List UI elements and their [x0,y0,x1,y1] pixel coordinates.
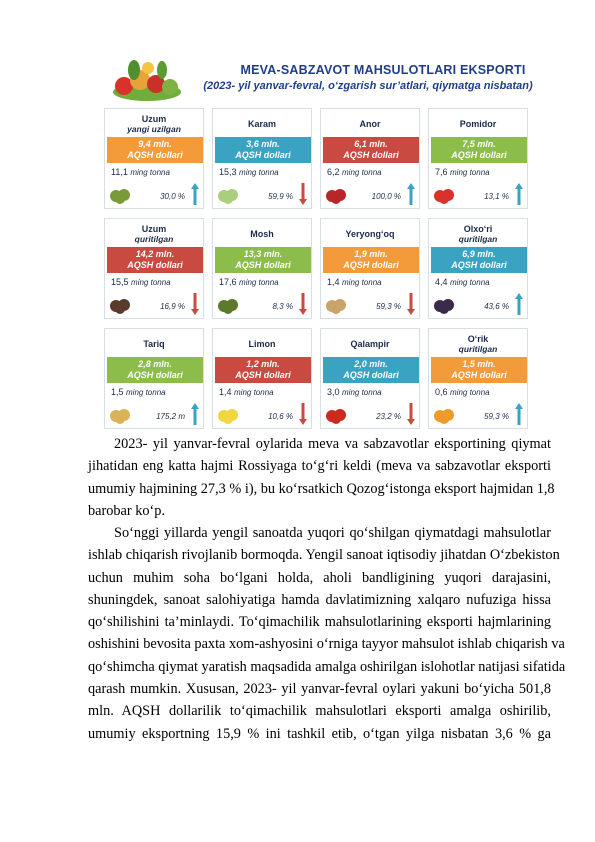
lemon-icon [217,403,241,425]
change-percent: 43,6 % [484,302,509,311]
product-card [320,328,420,429]
product-name [321,111,419,137]
product-card [428,328,528,429]
product-title: Olxo‘ri [463,224,493,234]
pomegranate-icon [325,183,349,205]
product-card [104,108,204,209]
tonnage-unit: ming tonna [234,388,274,397]
prune-icon [433,293,457,315]
tonnage-value: 15,5 [111,277,132,287]
export-infographic [100,58,545,428]
export-value-band [323,357,419,383]
export-value: 6,9 mln. [462,249,496,259]
text-line: jihatidan eng katta hajmi Rossiyaga to‘g‘ri keldi (meva va sabzavotlar eksporti [88,458,551,475]
arrow-down-icon [191,293,199,315]
text-line: oshishini bevosita paxta xom-ashyosini o‘rniga tayyor mahsulot ishlab chiqarish va [88,636,565,653]
arrow-down-icon [299,183,307,205]
product-name [429,111,527,137]
product-card [320,108,420,209]
change-percent: 13,1 % [484,192,509,201]
infographic-title: MEVA-SABZAVOT MAHSULOTLARI EKSPORTI [240,63,526,77]
tonnage-value: 1,5 [111,387,127,397]
product-subtitle: yangi uzilgan [127,124,181,134]
tonnage [111,387,166,397]
tonnage [327,277,382,287]
change-percent: 30,0 % [160,192,185,201]
infographic-subtitle: (2023- yil yanvar-fevral, o‘zgarish sur’atlari, qiymatga nisbatan) [203,80,533,92]
tonnage [219,167,279,177]
text-line: umumiy hajmining 27,3 % i), bu ko‘rsatkich Qozog‘istonga eksport hajmidan 1,8 [88,480,555,497]
export-value: 2,0 mln. [354,359,388,369]
product-title: Anor [359,119,381,129]
export-value-unit: AQSH dollari [451,150,507,160]
peanut-icon [325,293,349,315]
export-value-band [323,137,419,163]
text-line: uchun muhim soha bo‘lgani holda, aholi bandligining yuqori darajasini, [88,569,551,586]
export-value-band [431,247,527,273]
product-title: Uzum [141,114,167,124]
export-value-unit: AQSH dollari [451,370,507,380]
tonnage-unit: ming tonna [126,388,166,397]
arrow-down-icon [407,403,415,425]
product-title: Mosh [250,229,274,239]
paragraph-russia-export [88,433,555,522]
product-card [212,328,312,429]
tonnage [111,167,170,177]
arrow-up-icon [515,183,523,205]
export-value: 13,3 mln. [243,249,283,259]
export-value-band [107,247,203,273]
tonnage-unit: ming tonna [342,278,382,287]
product-card [428,218,528,319]
export-value-unit: AQSH dollari [343,260,399,270]
product-card [320,218,420,319]
export-value-unit: AQSH dollari [127,150,183,160]
text-line: umumiy eksportning 15,9 % ini tashkil etib, o‘tgan yilga nisbatan 3,6 % ga [88,725,551,742]
export-value-unit: AQSH dollari [127,260,183,270]
product-title: Limon [248,339,276,349]
export-value-unit: AQSH dollari [235,260,291,270]
arrow-down-icon [407,293,415,315]
product-name [105,221,203,247]
tonnage-value: 4,4 [435,277,451,287]
product-card [212,218,312,319]
export-value-band [107,357,203,383]
paragraph-light-industry [88,522,566,745]
tonnage-value: 11,1 [111,167,131,177]
export-value-band [215,357,311,383]
change-percent: 100,0 % [371,192,401,201]
tonnage-unit: ming tonna [131,278,171,287]
change-percent: 175,2 m [156,412,185,421]
export-value: 1,2 mln. [246,359,280,369]
arrow-up-icon [515,403,523,425]
export-value: 3,6 mln. [246,139,280,149]
product-name [213,221,311,247]
product-name [429,331,527,357]
text-line: 2023- yil yanvar-fevral oylarida meva va sabzavotlar eksportining qiymat [114,436,551,452]
export-value: 7,5 mln. [462,139,496,149]
tonnage-value: 3,0 [327,387,343,397]
tonnage-unit: ming tonna [239,278,279,287]
export-value-unit: AQSH dollari [127,370,183,380]
tonnage-value: 7,6 [435,167,451,177]
product-card [104,328,204,429]
export-value-unit: AQSH dollari [343,370,399,380]
export-value: 1,5 mln. [462,359,496,369]
arrow-up-icon [191,183,199,205]
change-percent: 59,9 % [268,192,293,201]
export-value: 6,1 mln. [354,139,388,149]
text-line: ishlab chiqarish rivojlanib bormoqda. Yengil sanoat iqtisodiy jihatdan O‘zbekiston [88,547,560,564]
tonnage [111,277,171,287]
arrow-up-icon [515,293,523,315]
product-subtitle: quritilgan [458,234,498,244]
product-title: Uzum [141,224,167,234]
product-name [105,111,203,137]
product-subtitle: quritilgan [458,344,498,354]
text-line: qo‘shimcha qiymat yaratish maqsadida amalga oshirilgan islohotlar natijasi sifatida [88,658,566,675]
product-subtitle: quritilgan [134,234,174,244]
text-line: mln. AQSH dollarilik to‘qimachilik mahsulotlari eksporti amalga oshirilib, [88,703,551,720]
grapes-icon [109,183,133,205]
product-title: Karam [247,119,276,129]
export-value-unit: AQSH dollari [451,260,507,270]
tonnage-unit: ming tonna [342,168,382,177]
text-line: shuningdek, sanoat salohiyatiga hamda davlatimizning xalqaro nufuziga hissa [88,591,551,608]
tonnage-unit: ming tonna [450,168,490,177]
export-value-band [323,247,419,273]
tonnage [327,387,382,397]
text-line: qo‘shilishini ta’minlaydi. To‘qimachilik mahsulotlarining eksporti hajmlarining [88,614,551,631]
raisins-icon [109,293,133,315]
tonnage-unit: ming tonna [450,388,490,397]
product-name [321,221,419,247]
arrow-up-icon [407,183,415,205]
product-name [321,331,419,357]
text-line: So‘nggi yillarda yengil sanoatda yuqori qo‘shilgan qiymatdagi mahsulotlar [114,525,551,541]
product-name [105,331,203,357]
text-line: qarash mumkin. Xususan, 2023- yil yanvar-fevral oylari yakuni bo‘yicha 501,8 [88,681,551,698]
change-percent: 59,3 % [484,412,509,421]
export-value: 2,8 mln. [138,359,172,369]
export-value: 14,2 mln. [135,249,175,259]
tonnage-value: 0,6 [435,387,451,397]
tonnage-unit: ming tonna [130,168,170,177]
product-title: Yeryong‘oq [345,229,395,239]
export-value-unit: AQSH dollari [343,150,399,160]
change-percent: 16,9 % [160,302,185,311]
tonnage-value: 17,6 [219,277,240,287]
product-title: Qalampir [350,339,390,349]
change-percent: 8,3 % [272,302,293,311]
apricot-icon [433,403,457,425]
vegetables-basket-icon [110,58,184,102]
tonnage [435,387,490,397]
change-percent: 10,6 % [268,412,293,421]
product-card [212,108,312,209]
export-value-unit: AQSH dollari [235,150,291,160]
arrow-up-icon [191,403,199,425]
tonnage-unit: ming tonna [239,168,279,177]
export-value-band [215,137,311,163]
product-title: Pomidor [459,119,497,129]
tonnage-unit: ming tonna [450,278,490,287]
product-name [213,331,311,357]
product-card [104,218,204,319]
tonnage-value: 6,2 [327,167,343,177]
tonnage-value: 1,4 [219,387,235,397]
tonnage [435,277,490,287]
tonnage [219,387,274,397]
product-name [429,221,527,247]
tonnage [219,277,279,287]
export-value-band [431,137,527,163]
pepper-icon [325,403,349,425]
product-name [213,111,311,137]
export-value-band [107,137,203,163]
cabbage-icon [217,183,241,205]
tonnage [435,167,490,177]
export-value-band [215,247,311,273]
export-value-band [431,357,527,383]
product-title: O‘rik [467,334,489,344]
export-value-unit: AQSH dollari [235,370,291,380]
change-percent: 59,3 % [376,302,401,311]
export-value: 9,4 mln. [138,139,172,149]
tonnage-value: 1,4 [327,277,343,287]
tonnage-unit: ming tonna [342,388,382,397]
product-title: Tariq [143,339,165,349]
change-percent: 23,2 % [376,412,401,421]
tomato-icon [433,183,457,205]
millet-icon [109,403,133,425]
mung-bean-icon [217,293,241,315]
tonnage-value: 15,3 [219,167,240,177]
arrow-down-icon [299,403,307,425]
export-value: 1,9 mln. [354,249,388,259]
text-line: barobar ko‘p. [88,502,166,519]
tonnage [327,167,382,177]
product-card [428,108,528,209]
arrow-down-icon [299,293,307,315]
